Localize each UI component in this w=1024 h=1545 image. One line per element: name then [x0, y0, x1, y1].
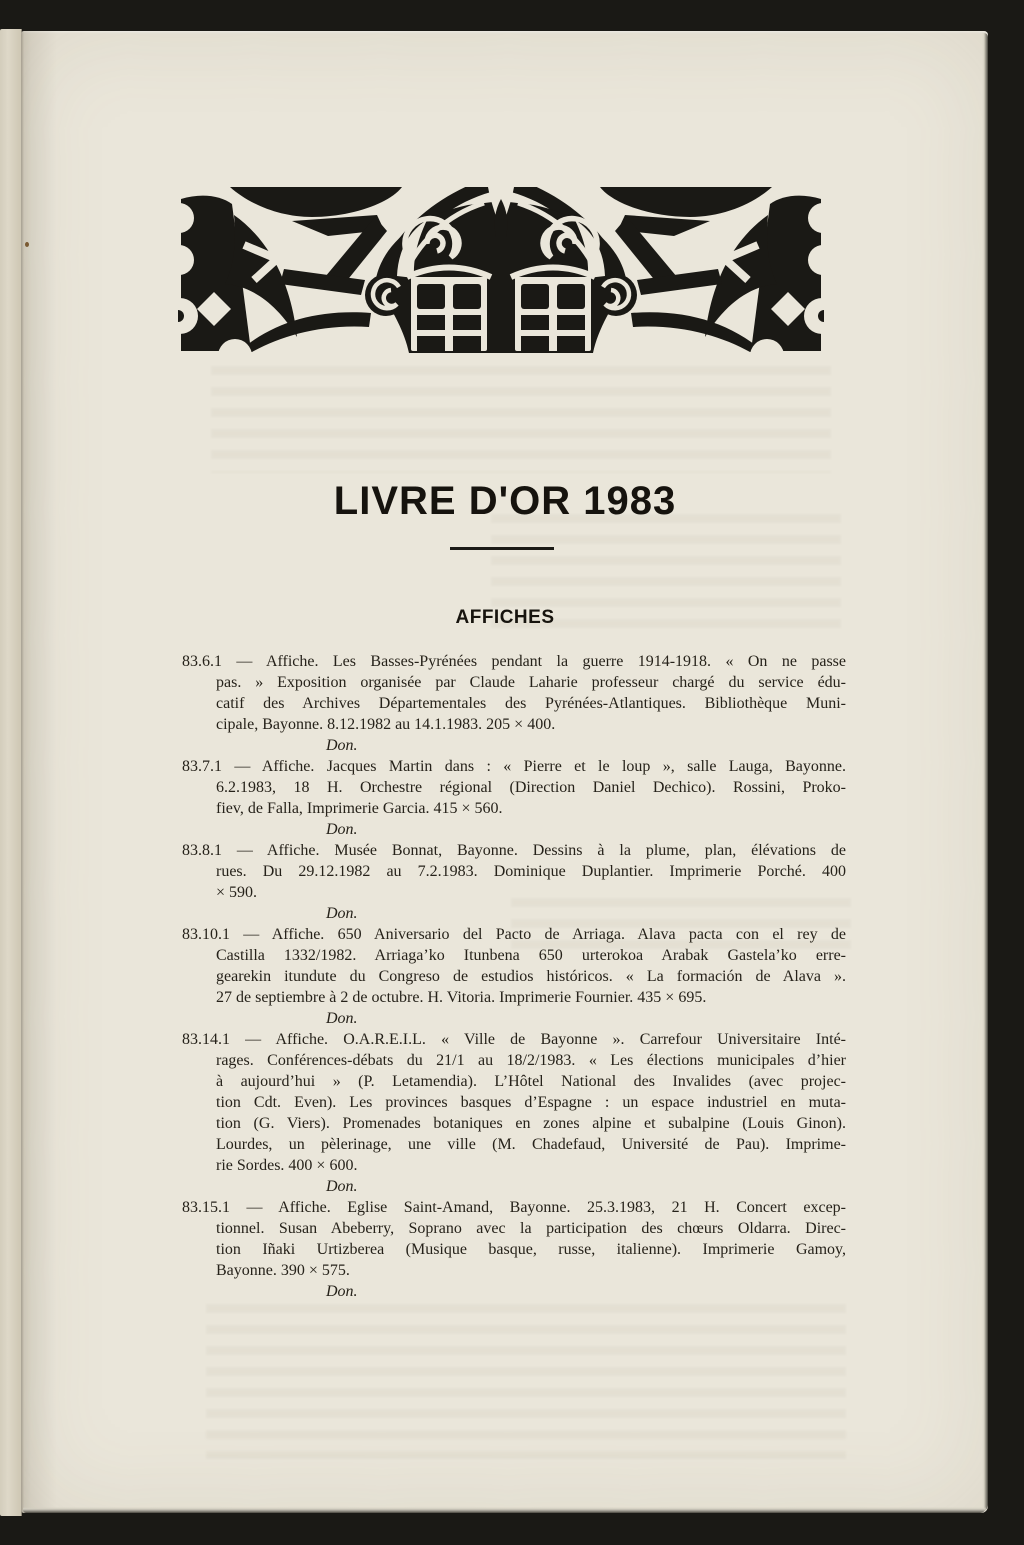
entry-line: rages. Conférences-débats du 21/1 au 18/2/1983. « Les élections municipales d’hier: [216, 1052, 846, 1069]
page-edge-bottom: [23, 1507, 986, 1513]
entry-number: 83.15.1: [182, 1199, 230, 1216]
entries-list: [182, 651, 846, 1302]
catalog-entry: [182, 1029, 846, 1197]
entry-line: à aujourd’hui » (P. Letamendia). L’Hôtel National des Invalides (avec projec-: [216, 1073, 846, 1090]
entry-dash: —: [230, 1031, 276, 1048]
entry-number: 83.7.1: [182, 758, 222, 775]
entry-number: 83.14.1: [182, 1031, 230, 1048]
catalog-entry: [182, 924, 846, 1029]
entry-text: Affiche. Jacques Martin dans : « Pierre et le loup », salle Lauga, Bayonne.: [261, 758, 846, 775]
entry-number: 83.10.1: [182, 926, 230, 943]
entry-line: [182, 840, 846, 861]
gutter-shadow: [21, 31, 57, 1513]
entry-dash: —: [222, 842, 267, 859]
paper-speck: [25, 242, 29, 247]
catalog-entry: [182, 651, 846, 756]
catalog-entry: [182, 840, 846, 924]
page-edge-right: [981, 33, 988, 1511]
catalog-entry: [182, 756, 846, 840]
entry-dash: —: [222, 758, 262, 775]
entry-line: 27 de septiembre à 2 de octubre. H. Vitoria. Imprimerie Fournier. 435 × 695.: [216, 989, 707, 1006]
entry-line: catif des Archives Départementales des Pyrénées-Atlantiques. Bibliothèque Muni-: [216, 695, 846, 712]
entry-text: Affiche. Eglise Saint-Amand, Bayonne. 25.3.1983, 21 H. Concert excep-: [278, 1199, 847, 1216]
entry-text: Affiche. O.A.R.E.I.L. « Ville de Bayonne ». Carrefour Universitaire Inté-: [275, 1031, 846, 1048]
entry-number: 83.8.1: [182, 842, 222, 859]
entry-line: gearekin itundute du Congreso de estudios históricos. « La formación de Alava ».: [216, 968, 846, 985]
entry-text: Affiche. Les Basses-Pyrénées pendant la guerre 1914-1918. « On ne passe: [265, 653, 846, 670]
entry-line: [182, 651, 846, 672]
entry-line: rues. Du 29.12.1982 au 7.2.1983. Dominique Duplantier. Imprimerie Porché. 400: [216, 863, 846, 880]
show-through-text: [206, 1299, 846, 1459]
entry-line: pas. » Exposition organisée par Claude Laharie professeur chargé du service édu-: [216, 674, 846, 691]
entry-line: tion (G. Viers). Promenades botaniques en zones alpine et subalpine (Louis Ginon).: [216, 1115, 846, 1132]
entry-line: Bayonne. 390 × 575.: [216, 1262, 350, 1279]
entry-line: [182, 1029, 846, 1050]
entry-line: × 590.: [216, 884, 258, 901]
entry-line: fiev, de Falla, Imprimerie Garcia. 415 × 560.: [216, 800, 503, 817]
entry-line: Castilla 1332/1982. Arriaga’ko Itunbena 650 urterokoa Arabak Gastela’ko erre-: [216, 947, 846, 964]
entry-line: tionnel. Susan Abeberry, Soprano avec la participation des chœurs Oldarra. Direc-: [216, 1220, 846, 1237]
entry-line: cipale, Bayonne. 8.12.1982 au 14.1.1983. 205 × 400.: [216, 716, 556, 733]
entry-line: Lourdes, un pèlerinage, une ville (M. Chadefaud, Université de Pau). Imprime-: [216, 1136, 846, 1153]
section-heading: AFFICHES: [455, 607, 555, 628]
underlying-page-edge: [0, 29, 22, 1516]
entry-line: tion Cdt. Even). Les provinces basques d’Espagne : un espace industriel en muta-: [216, 1094, 846, 1111]
basque-woodcut-ornament-icon: [178, 187, 824, 353]
entry-line: 6.2.1983, 18 H. Orchestre régional (Direction Daniel Dechico). Rossini, Proko-: [216, 779, 846, 796]
page-title: LIVRE D'OR 1983: [333, 479, 677, 523]
entry-credit: Don.: [326, 737, 358, 754]
show-through-text: [211, 361, 831, 473]
entry-line: rie Sordes. 400 × 600.: [216, 1157, 358, 1174]
entry-credit: Don.: [326, 1178, 358, 1195]
entry-dash: —: [230, 1199, 279, 1216]
book-page: [21, 31, 988, 1513]
entry-line: tion Iñaki Urtizberea (Musique basque, russe, italienne). Imprimerie Gamoy,: [216, 1241, 846, 1258]
entry-dash: —: [230, 926, 272, 943]
entry-dash: —: [222, 653, 266, 670]
entry-text: Affiche. 650 Aniversario del Pacto de Arriaga. Alava pacta con el rey de: [271, 926, 847, 943]
entry-credit: Don.: [326, 821, 358, 838]
entry-line: [182, 1197, 846, 1218]
entry-credit: Don.: [326, 1010, 358, 1027]
entry-number: 83.6.1: [182, 653, 222, 670]
title-divider-rule: [450, 547, 554, 550]
entry-credit: Don.: [326, 1283, 358, 1300]
entry-line: [182, 924, 846, 945]
entry-text: Affiche. Musée Bonnat, Bayonne. Dessins à la plume, plan, élévations de: [266, 842, 846, 859]
catalog-entry: [182, 1197, 846, 1302]
entry-credit: Don.: [326, 905, 358, 922]
entry-line: [182, 756, 846, 777]
